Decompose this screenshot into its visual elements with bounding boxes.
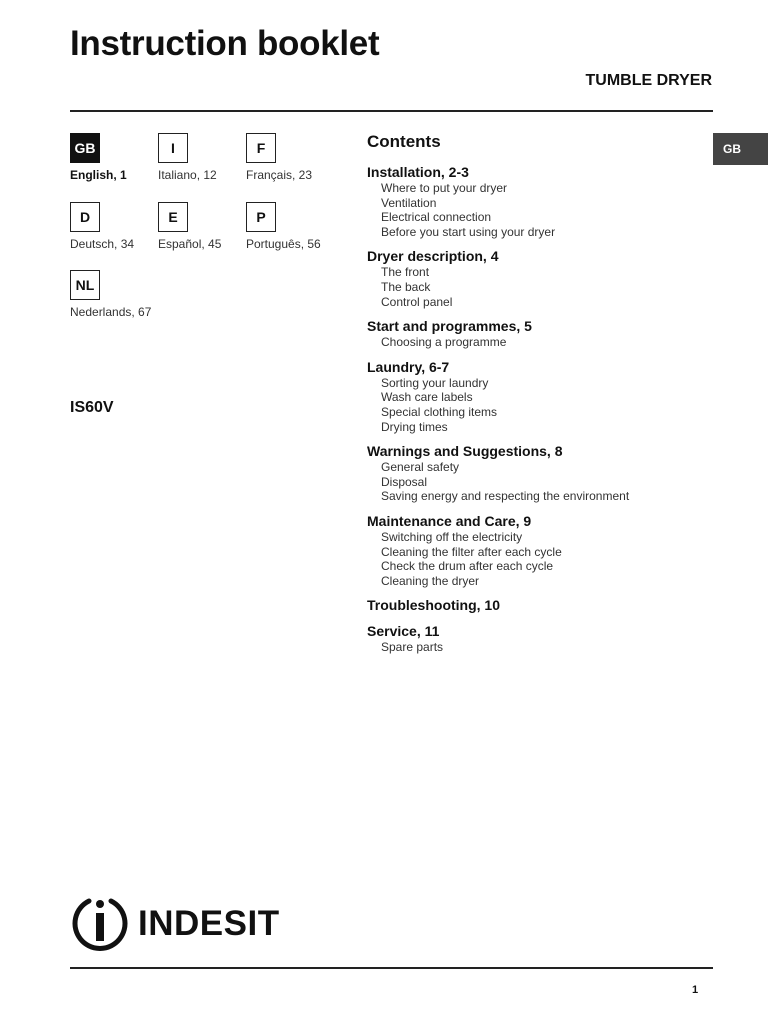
lang-code-box: GB [70, 133, 100, 163]
lang-label: English, 1 [70, 168, 127, 182]
toc-item[interactable]: Drying times [381, 419, 448, 434]
toc-heading[interactable]: Laundry, 6-7 [367, 358, 450, 375]
toc-section-maintenance [367, 513, 707, 588]
lang-label: Português, 56 [246, 237, 321, 251]
table-of-contents [367, 132, 707, 664]
toc-item[interactable]: Ventilation [381, 195, 437, 210]
footer-divider [70, 967, 713, 969]
lang-code-box: E [158, 202, 188, 232]
toc-item[interactable]: Check the drum after each cycle [381, 559, 554, 574]
lang-gb[interactable] [70, 133, 127, 182]
toc-heading[interactable]: Installation, 2-3 [367, 164, 469, 180]
toc-item[interactable]: The front [381, 265, 430, 280]
toc-item[interactable]: Switching off the electricity [381, 529, 523, 544]
toc-item[interactable]: Special clothing items [381, 404, 498, 419]
toc-heading[interactable]: Maintenance and Care, 9 [367, 512, 532, 529]
lang-code-box: D [70, 202, 100, 232]
brand-name: INDESIT [138, 903, 280, 943]
product-type: TUMBLE DRYER [585, 72, 712, 89]
toc-heading[interactable]: Service, 11 [367, 623, 440, 640]
toc-section-service [367, 623, 707, 655]
toc-item[interactable]: Where to put your dryer [381, 181, 508, 195]
lang-nl[interactable] [70, 270, 151, 319]
indesit-logo-icon [70, 893, 130, 953]
toc-item[interactable]: Wash care labels [381, 390, 473, 405]
language-side-tab: GB [713, 133, 768, 165]
lang-p[interactable] [246, 202, 321, 251]
toc-section-laundry [367, 359, 707, 434]
lang-d[interactable] [70, 202, 134, 251]
toc-item[interactable]: Spare parts [381, 640, 444, 655]
lang-label: Español, 45 [158, 237, 222, 251]
toc-section-installation [367, 164, 707, 239]
page-title: Instruction booklet [70, 24, 380, 63]
lang-code-box: P [246, 202, 276, 232]
toc-item[interactable]: Choosing a programme [381, 335, 507, 350]
toc-item[interactable]: Before you start using your dryer [381, 224, 556, 239]
lang-code-box: NL [70, 270, 100, 300]
toc-item[interactable]: Control panel [381, 294, 453, 309]
toc-section-troubleshooting [367, 597, 707, 614]
lang-label: Italiano, 12 [158, 168, 217, 182]
lang-code-box: I [158, 133, 188, 163]
toc-heading[interactable]: Troubleshooting, 10 [367, 597, 501, 614]
toc-heading[interactable]: Start and programmes, 5 [367, 318, 532, 335]
brand-logo [70, 893, 280, 953]
lang-code-box: F [246, 133, 276, 163]
lang-f[interactable] [246, 133, 312, 182]
toc-section-dryer-description [367, 248, 707, 309]
toc-heading[interactable]: Dryer description, 4 [367, 248, 499, 265]
header-divider [70, 110, 713, 112]
lang-label: Deutsch, 34 [70, 237, 135, 251]
toc-item[interactable]: The back [381, 279, 431, 294]
toc-section-warnings [367, 443, 707, 504]
toc-item[interactable]: Cleaning the dryer [381, 573, 480, 588]
lang-e[interactable] [158, 202, 221, 251]
toc-section-start-programmes [367, 318, 707, 350]
toc-item[interactable]: Saving energy and respecting the environment [381, 489, 630, 504]
contents-title: Contents [367, 132, 441, 151]
lang-label: Français, 23 [246, 168, 313, 182]
toc-item[interactable]: Disposal [381, 474, 428, 489]
lang-i[interactable] [158, 133, 217, 182]
page-number: 1 [692, 984, 699, 996]
toc-item[interactable]: Electrical connection [381, 210, 492, 225]
toc-item[interactable]: Cleaning the filter after each cycle [381, 544, 562, 559]
model-number: IS60V [70, 399, 114, 416]
toc-item[interactable]: General safety [381, 460, 460, 475]
toc-item[interactable]: Sorting your laundry [381, 375, 489, 390]
toc-heading[interactable]: Warnings and Suggestions, 8 [367, 443, 563, 460]
lang-label: Nederlands, 67 [70, 305, 152, 319]
